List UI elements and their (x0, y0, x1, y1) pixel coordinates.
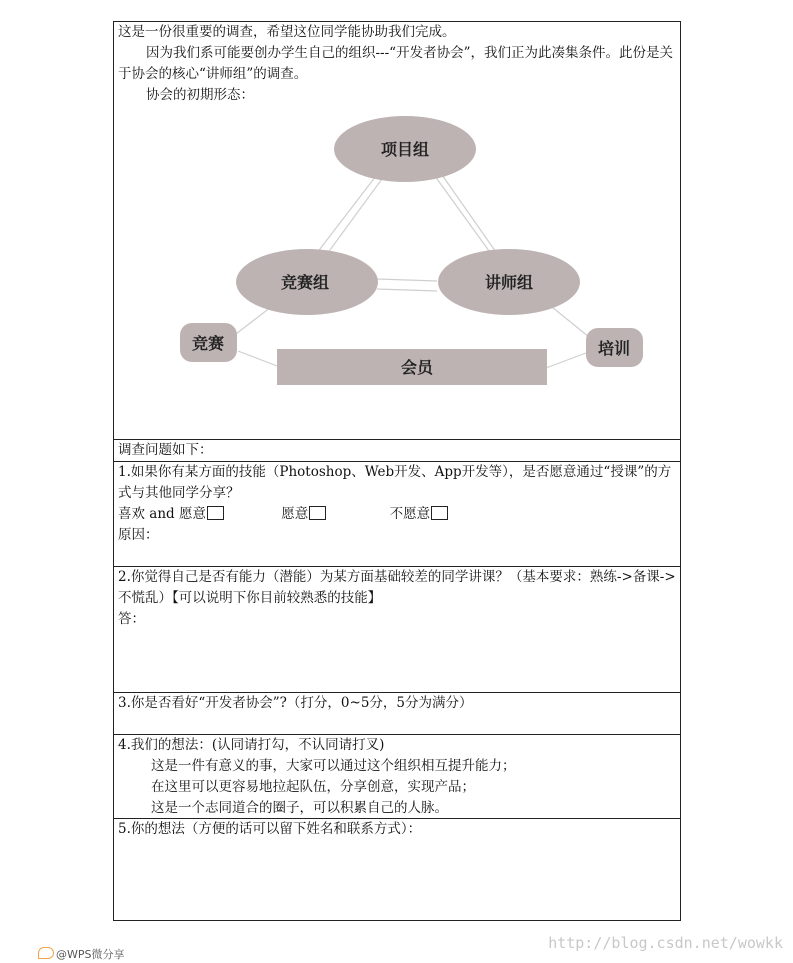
connector-top-left (310, 172, 379, 262)
connector-race-base (238, 351, 277, 366)
intro-section (114, 22, 680, 440)
survey-form (113, 21, 681, 921)
option-willing[interactable] (281, 504, 385, 525)
wps-watermark-text: @WPS微分享 (56, 948, 125, 961)
project-group-label: 项目组 (380, 140, 430, 159)
option-unwilling[interactable] (390, 504, 449, 525)
survey-header-row (114, 440, 680, 462)
question-2-answer-label: 答： (118, 611, 145, 627)
survey-header: 调查问题如下： (118, 442, 213, 458)
connector-middle-2 (377, 289, 437, 291)
chat-bubble-icon (38, 947, 54, 959)
option-like-and-willing-label: 喜欢 and 愿意 (118, 506, 206, 522)
option-unwilling-label: 不愿意 (389, 506, 431, 522)
checkbox-unwilling[interactable] (431, 506, 448, 520)
competition-group-label: 竞赛组 (280, 273, 330, 292)
option-like-and-willing[interactable] (118, 504, 277, 525)
question-1-row (114, 462, 680, 567)
connector-train-base (546, 353, 586, 368)
option-willing-label: 愿意 (281, 506, 309, 522)
checkbox-willing[interactable] (309, 506, 326, 520)
question-4-item-2: 在这里可以更容易地拉起队伍，分享创意，实现产品； (151, 779, 475, 795)
question-4-item-3: 这是一个志同道合的圈子，可以积累自己的人脉。 (151, 800, 448, 816)
organization-diagram (114, 22, 682, 442)
intro-line-2: 因为我们系可能要创办学生自己的组织---“开发者协会”，我们正为此凑集条件。此份是关于协会的核心“讲师组”的调查。 (118, 45, 673, 82)
intro-line-3: 协会的初期形态： (146, 87, 254, 103)
intro-line-1: 这是一份很重要的调查，希望这位同学能协助我们完成。 (118, 24, 456, 40)
connector-right-train (552, 307, 589, 337)
member-base-label: 会员 (400, 358, 434, 377)
connector-left-race (232, 307, 271, 337)
question-2-row (114, 567, 680, 693)
lecturer-group-label: 讲师组 (484, 273, 534, 292)
competition-label: 竞赛 (191, 334, 225, 353)
checkbox-like-and-willing[interactable] (207, 506, 224, 520)
wps-watermark (38, 946, 125, 962)
question-3-row (114, 693, 680, 735)
connector-middle (377, 279, 437, 281)
question-4-row (114, 735, 680, 819)
question-2-text: 2.你觉得自己是否有能力（潜能）为某方面基础较差的同学讲课？（基本要求：熟练->备课->不慌乱）【可以说明下你目前较熟悉的技能】 (118, 569, 676, 606)
question-4-item-1: 这是一件有意义的事，大家可以通过这个组织相互提升能力； (151, 758, 516, 774)
question-1-text: 1.如果你有某方面的技能（Photoshop、Web开发、App开发等），是否愿意通过“授课”的方式与其他同学分享？ (118, 464, 672, 501)
question-1-reason-label: 原因： (118, 527, 159, 543)
question-5-row (114, 819, 680, 922)
connector-top-right (432, 172, 497, 262)
question-3-text: 3.你是否看好“开发者协会”?（打分，0~5分，5分为满分） (118, 695, 473, 711)
question-1-options (118, 504, 676, 525)
blog-url-watermark: http://blog.csdn.net/wowkk (548, 934, 783, 952)
training-label: 培训 (597, 339, 631, 358)
question-4-text: 4.我们的想法：(认同请打勾，不认同请打叉) (118, 737, 385, 753)
question-5-text: 5.你的想法（方便的话可以留下姓名和联系方式）： (118, 821, 422, 837)
